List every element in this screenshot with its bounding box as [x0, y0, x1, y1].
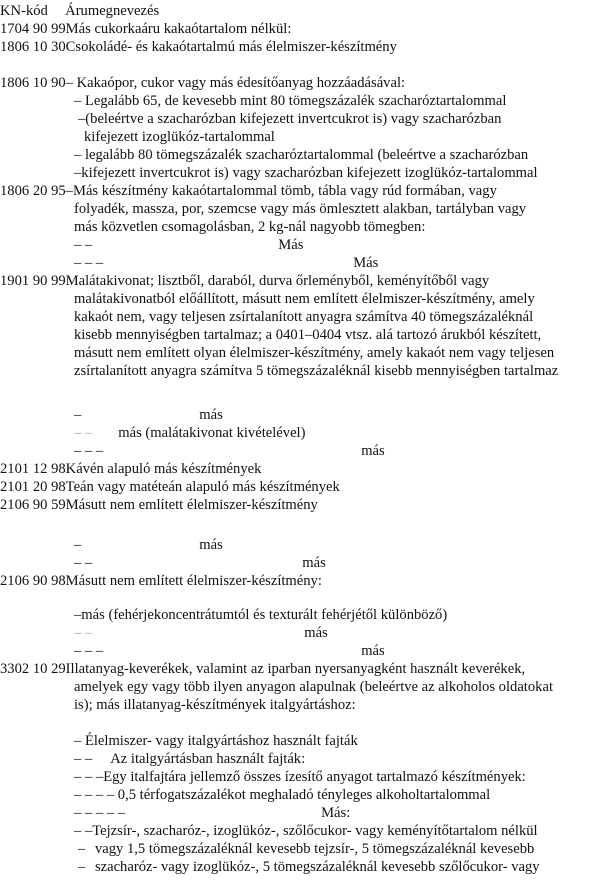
dash-marker: – – [74, 237, 93, 253]
description: más [304, 625, 328, 641]
description: Kakaópor, cukor vagy más édesítőanyag hozzáadásával: [72, 75, 406, 91]
description: legalább 80 tömegszázalék szacharóztartalommal (beleértve a szacharózban [81, 147, 529, 163]
description: Tejzsír-, szacharóz-, izoglükóz-, szőlőcukor- vagy keményítőtartalom nélkül [92, 823, 538, 839]
description: más közvetlen csomagolásban, 2 kg-nál nagyobb tömegben: [74, 219, 426, 235]
dash-marker: – [74, 93, 82, 109]
list-item [74, 554, 326, 572]
list-item [74, 678, 553, 696]
description: Illatanyag-keverékek, valamint az iparban nyersanyagként használt keverékek, [65, 661, 526, 677]
kn-code: 2106 90 98 [0, 573, 66, 589]
kn-code: 2106 90 59 [0, 497, 66, 513]
dash-marker: – [65, 75, 73, 91]
list-item [78, 858, 540, 876]
list-item [74, 164, 538, 182]
list-item [0, 572, 322, 590]
kn-code: 1806 10 30 [0, 39, 66, 55]
list-item [0, 460, 261, 478]
description: Más cukorkaáru kakaótartalom nélkül: [65, 21, 292, 37]
list-item [0, 74, 405, 92]
description: zsírtalanított anyagra számítva 5 tömegszázaléknál kisebb mennyiségben tartalmaz [74, 363, 559, 379]
description: Más: [321, 805, 351, 821]
description: is); más illatanyag-készítmények italgyártáshoz: [74, 697, 356, 713]
dash-marker: – [65, 183, 73, 199]
dash-marker: – [78, 859, 86, 875]
description: kifejezett izoglükóz-tartalommal [84, 129, 275, 145]
description: vagy 1,5 tömegszázaléknál kevesebb tejzsír-, 5 tömegszázaléknál kevesebb [91, 841, 535, 857]
list-item [0, 660, 525, 678]
description: Másutt nem említett élelmiszer-készítmény [65, 497, 318, 513]
description: Másutt nem említett élelmiszer-készítmény: [65, 573, 322, 589]
description: kakaót nem, vagy teljesen zsírtalanított anyagra számítva 40 tömegszázaléknál [74, 309, 534, 325]
dash-marker: – [74, 537, 82, 553]
dash-marker: – – [74, 425, 93, 441]
list-item [0, 38, 397, 56]
description: malátakivonatból előállított, másutt nem említett élelmiszer-készítmény, amely [74, 291, 535, 307]
list-item [0, 478, 340, 496]
kn-code: 1806 20 95 [0, 183, 66, 199]
description: amelyek egy vagy több ilyen anyagon alapulnak (beleértve az alkoholos oldatokat [74, 679, 553, 695]
kn-code: 1901 90 99 [0, 273, 66, 289]
dash-marker: – [78, 841, 86, 857]
list-item [74, 344, 554, 362]
dash-marker: – – [74, 823, 93, 839]
dash-marker: – – – [74, 255, 104, 271]
description: Más [278, 237, 304, 253]
description: kisebb mennyiségben tartalmaz; a 0401–0404 vtsz. alá tartozó árukból készített, [74, 327, 542, 343]
description: szacharóz- vagy izoglükóz-, 5 tömegszázaléknál kevesebb szőlőcukor- vagy [91, 859, 540, 875]
list-item [74, 236, 303, 254]
list-item [74, 406, 223, 424]
description: Legalább 65, de kevesebb mint 80 tömegszázalék szacharóztartalommal [81, 93, 507, 109]
list-item [74, 786, 490, 804]
dash-marker: – [74, 607, 82, 623]
dash-marker: – [74, 165, 82, 181]
dash-marker: – – [74, 751, 93, 767]
dash-marker: – – – [74, 769, 104, 785]
kn-code: 1704 90 99 [0, 21, 66, 37]
description: Malátakivonat; lisztből, daraból, durva őrleményből, keményítőből vagy [65, 273, 490, 289]
list-item [74, 200, 526, 218]
list-item [0, 496, 318, 514]
list-item [74, 768, 526, 786]
description: más [302, 555, 326, 571]
description: Kávén alapuló más készítmények [65, 461, 262, 477]
list-item [74, 290, 535, 308]
description: kifejezett invertcukrot is) vagy szacharózban kifejezett izoglükóz-tartalommal [81, 165, 538, 181]
description: Az italgyártásban használt fajták: [110, 751, 306, 767]
dash-marker: – [78, 111, 86, 127]
description: másutt nem említett olyan élelmiszer-készítmény, amely kakaót nem vagy teljesen [74, 345, 555, 361]
dash-marker: – – – – [74, 787, 115, 803]
list-item [0, 20, 291, 38]
description: más (fehérjekoncentrátumtól és texturált fehérjétől különböző) [81, 607, 448, 623]
list-item [74, 696, 356, 714]
kn-code: 2101 12 98 [0, 461, 66, 477]
kn-code: 1806 10 90 [0, 75, 66, 91]
list-item [74, 606, 447, 624]
description: más [361, 643, 385, 659]
list-item [74, 362, 558, 380]
table-header [0, 2, 159, 20]
list-item [74, 732, 358, 750]
kn-code: 2101 20 98 [0, 479, 66, 495]
description: más (malátakivonat kivételével) [118, 425, 306, 441]
description: folyadék, massza, por, szemcse vagy más ömlesztett alakban, tartályban vagy [74, 201, 527, 217]
description: Más [353, 255, 379, 271]
description: más [199, 407, 223, 423]
description: Csokoládé- és kakaótartalmú más élelmiszer-készítmény [65, 39, 397, 55]
description: (beleértve a szacharózban kifejezett invertcukrot is) vagy szacharózban [85, 111, 502, 127]
description: más [199, 537, 223, 553]
list-item [74, 442, 385, 460]
kn-code: 3302 10 29 [0, 661, 66, 677]
list-item [74, 424, 305, 442]
list-item [74, 326, 541, 344]
list-item [74, 624, 328, 642]
description: Más készítmény kakaótartalommal tömb, tábla vagy rúd formában, vagy [72, 183, 497, 199]
dash-marker: – – [74, 625, 93, 641]
header-name-label: Árumegnevezés [65, 3, 160, 19]
list-item [74, 750, 305, 768]
list-item [78, 840, 534, 858]
list-item [74, 308, 533, 326]
dash-marker: – [74, 407, 82, 423]
description: Egy italfajtára jellemző összes ízesítő anyagot tartalmazó készítmények: [103, 769, 526, 785]
list-item [0, 182, 497, 200]
dash-marker: – [74, 733, 82, 749]
description: más [361, 443, 385, 459]
description: Teán vagy matéteán alapuló más készítmények [65, 479, 340, 495]
dash-marker: – [74, 147, 82, 163]
description: 0,5 térfogatszázalékot meghaladó tényleges alkoholtartalommal [114, 787, 491, 803]
description: Élelmiszer- vagy italgyártáshoz használt fajták [81, 733, 358, 749]
list-item [0, 272, 489, 290]
list-item [74, 92, 506, 110]
list-item [74, 218, 425, 236]
header-code-label: KN-kód [0, 3, 48, 19]
list-item [78, 110, 501, 128]
list-item [74, 254, 378, 272]
list-item [74, 146, 528, 164]
dash-marker: – – – [74, 443, 104, 459]
list-item [74, 536, 223, 554]
list-item [74, 804, 350, 822]
dash-marker: – – [74, 555, 93, 571]
dash-marker: – – – [74, 643, 104, 659]
list-item [74, 642, 385, 660]
list-item [74, 822, 538, 840]
list-item [84, 128, 275, 146]
dash-marker: – – – – – [74, 805, 126, 821]
